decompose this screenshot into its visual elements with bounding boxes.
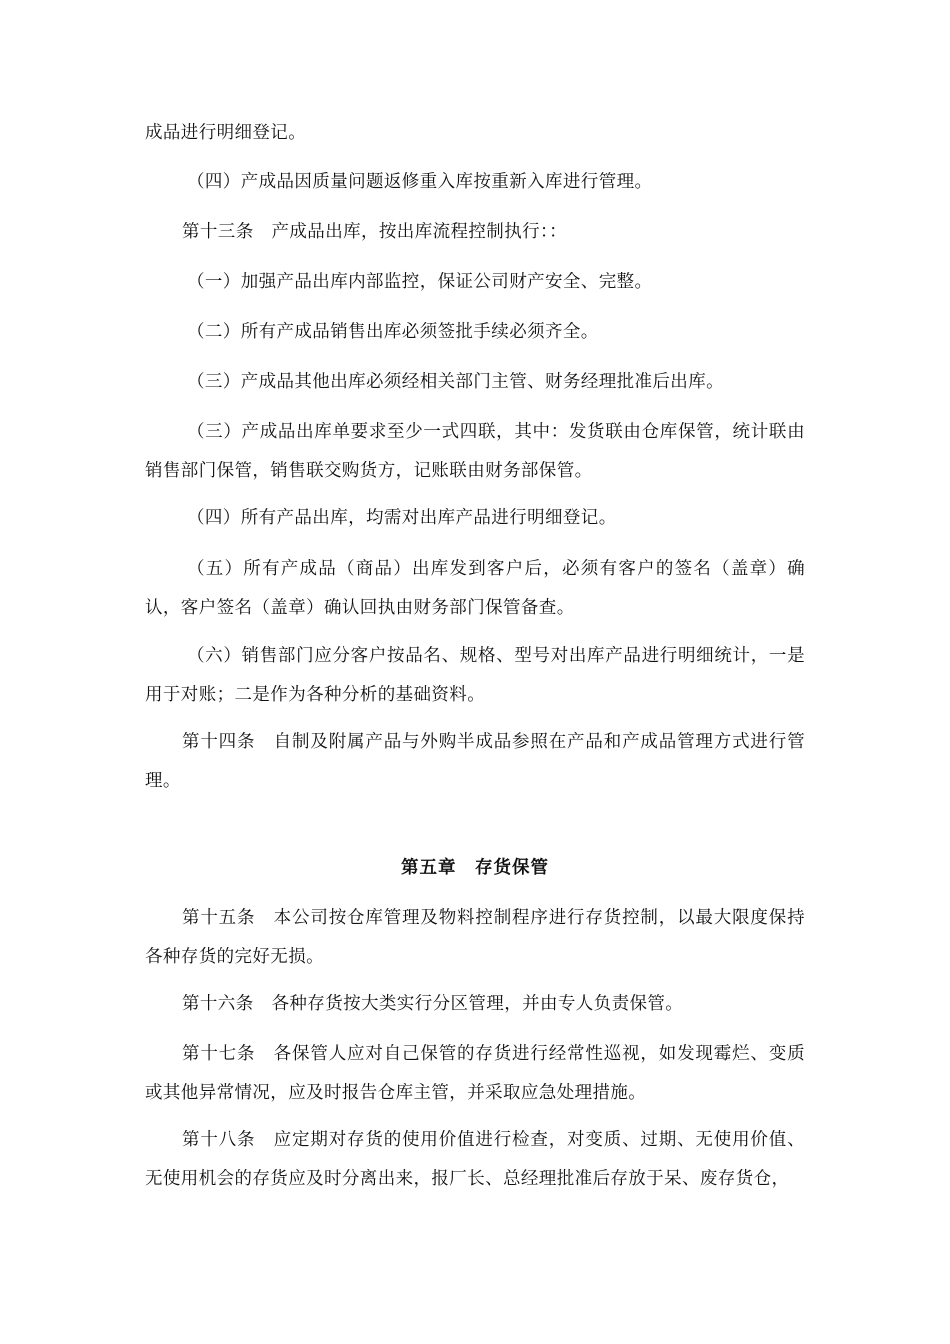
paragraph-item-1: （一）加强产品出库内部监控，保证公司财产安全、完整。	[187, 272, 653, 292]
article-17: 第十七条 各保管人应对自己保管的存货进行经常性巡视，如发现霉烂、变质或其他异常情况，应及时报告仓库主管，并采取应急处理措施。	[145, 1044, 805, 1103]
paragraph-item-2: （二）所有产成品销售出库必须签批手续必须齐全。	[187, 322, 599, 342]
paragraph-item-4-rework: （四）产成品因质量问题返修重入库按重新入库进行管理。	[187, 172, 653, 192]
article-16: 第十六条 各种存货按大类实行分区管理，并由专人负责保管。	[182, 994, 684, 1014]
paragraph-continuation: 成品进行明细登记。	[145, 123, 307, 143]
article-18: 第十八条 应定期对存货的使用价值进行检查，对变质、过期、无使用价值、无使用机会的存货应及时分离出来，报厂长、总经理批准后存放于呆、废存货仓，	[145, 1130, 805, 1189]
chapter-heading: 第五章 存货保管	[401, 858, 549, 878]
paragraph-item-5: （五）所有产成品（商品）出库发到客户后，必须有客户的签名（盖章）确认，客户签名（盖章）确认回执由财务部门保管备查。	[145, 559, 805, 618]
paragraph-item-6: （六）销售部门应分客户按品名、规格、型号对出库产品进行明细统计，一是用于对账；二是作为各种分析的基础资料。	[145, 646, 805, 705]
paragraph-item-3b: （三）产成品出库单要求至少一式四联，其中：发货联由仓库保管，统计联由销售部门保管，销售联交购货方，记账联由财务部保管。	[145, 422, 805, 481]
article-14: 第十四条 自制及附属产品与外购半成品参照在产品和产成品管理方式进行管理。	[145, 732, 805, 791]
article-15: 第十五条 本公司按仓库管理及物料控制程序进行存货控制，以最大限度保持各种存货的完好无损。	[145, 908, 805, 967]
paragraph-item-3a: （三）产成品其他出库必须经相关部门主管、财务经理批准后出库。	[187, 372, 724, 392]
article-13: 第十三条 产成品出库，按出库流程控制执行：：	[182, 222, 568, 242]
paragraph-item-4: （四）所有产品出库，均需对出库产品进行明细登记。	[187, 508, 617, 528]
